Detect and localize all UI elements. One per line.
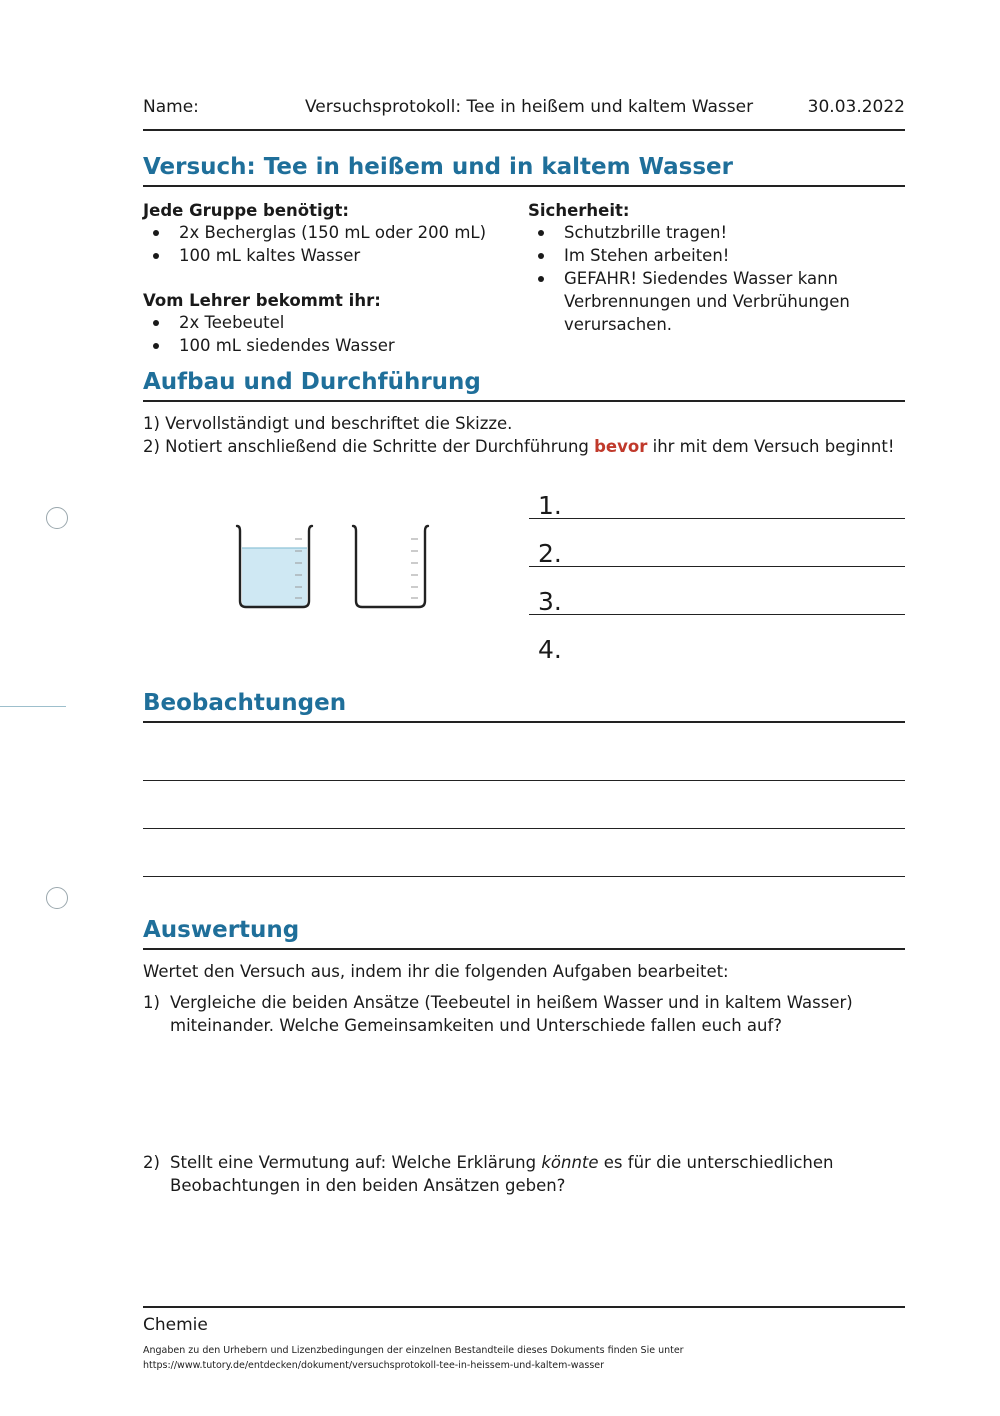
instruction-2-post: ihr mit dem Versuch beginnt! <box>647 437 895 456</box>
beaker-with-water <box>237 526 312 607</box>
observation-answer-line[interactable] <box>143 828 905 829</box>
teacher-heading: Vom Lehrer bekommt ihr: <box>143 291 381 310</box>
list-item: 2x Becherglas (150 mL oder 200 mL) <box>143 221 513 244</box>
task-1-text: Vergleiche die beiden Ansätze (Teebeutel in heißem Wasser und in kaltem Wasser) miteinander. Welche Gemeinsamkeiten und Unterschiede fallen euch auf? <box>170 993 853 1035</box>
step-number: 4. <box>538 635 562 664</box>
safety-list <box>528 221 898 336</box>
header-title: Versuchsprotokoll: Tee in heißem und kaltem Wasser <box>305 97 754 117</box>
auswertung-title: Auswertung <box>143 917 300 943</box>
beobachtungen-title: Beobachtungen <box>143 690 347 716</box>
step-number: 1. <box>538 491 562 520</box>
task-1 <box>143 991 903 1037</box>
safety-heading: Sicherheit: <box>528 201 630 220</box>
aufbau-rule <box>143 400 905 402</box>
footer-subject: Chemie <box>143 1315 208 1335</box>
footer-license-url[interactable]: https://www.tutory.de/entdecken/dokument/versuchsprotokoll-tee-in-heissem-und-kaltem-wasser <box>143 1360 605 1371</box>
step-answer-line[interactable] <box>529 614 905 615</box>
teacher-list <box>143 311 513 357</box>
instruction-2-pre: 2) Notiert anschließend die Schritte der Durchführung <box>143 437 595 456</box>
step-number: 3. <box>538 587 562 616</box>
list-item: 2x Teebeutel <box>143 311 513 334</box>
fold-mark <box>0 706 66 707</box>
header-name-label: Name: <box>143 97 199 117</box>
instruction-2 <box>143 435 894 458</box>
list-item: 100 mL kaltes Wasser <box>143 244 513 267</box>
list-item: 100 mL siedendes Wasser <box>143 334 513 357</box>
versuch-rule <box>143 185 905 187</box>
auswertung-rule <box>143 948 905 950</box>
beaker-sketch <box>225 515 435 615</box>
step-answer-line[interactable] <box>529 518 905 519</box>
list-item: Schutzbrille tragen! <box>528 221 898 244</box>
versuch-title: Versuch: Tee in heißem und in kaltem Wasser <box>143 154 733 180</box>
header-rule <box>143 129 905 131</box>
task-1-number: 1) <box>143 993 160 1012</box>
punch-hole-bottom <box>46 887 68 909</box>
list-item: GEFAHR! Siedendes Wasser kann Verbrennungen und Verbrühungen verursachen. <box>528 267 898 336</box>
observation-answer-line[interactable] <box>143 780 905 781</box>
instruction-2-emphasis: bevor <box>594 437 648 456</box>
observation-answer-line[interactable] <box>143 876 905 877</box>
task-2 <box>143 1151 903 1197</box>
task-2-pre: Stellt eine Vermutung auf: Welche Erklärung <box>170 1153 542 1172</box>
task-2-text <box>170 1151 903 1197</box>
footer-license-line1: Angaben zu den Urhebern und Lizenzbedingungen der einzelnen Bestandteile dieses Dokuments finden Sie unter <box>143 1345 684 1356</box>
aufbau-title: Aufbau und Durchführung <box>143 369 481 395</box>
group-heading: Jede Gruppe benötigt: <box>143 201 349 220</box>
instruction-1: 1) Vervollständigt und beschriftet die Skizze. <box>143 414 513 433</box>
step-answer-line[interactable] <box>529 566 905 567</box>
task-2-post: es für die unterschiedlichen Beobachtungen in den beiden Ansätzen geben? <box>170 1153 834 1195</box>
auswertung-intro: Wertet den Versuch aus, indem ihr die folgenden Aufgaben bearbeitet: <box>143 962 729 981</box>
task-2-number: 2) <box>143 1153 160 1172</box>
list-item: Im Stehen arbeiten! <box>528 244 898 267</box>
beaker-empty <box>353 526 428 607</box>
punch-hole-top <box>46 507 68 529</box>
beobachtungen-rule <box>143 721 905 723</box>
group-list <box>143 221 513 267</box>
step-number: 2. <box>538 539 562 568</box>
task-2-emphasis: könnte <box>541 1153 599 1172</box>
header-date: 30.03.2022 <box>807 97 905 117</box>
footer-rule <box>143 1306 905 1308</box>
